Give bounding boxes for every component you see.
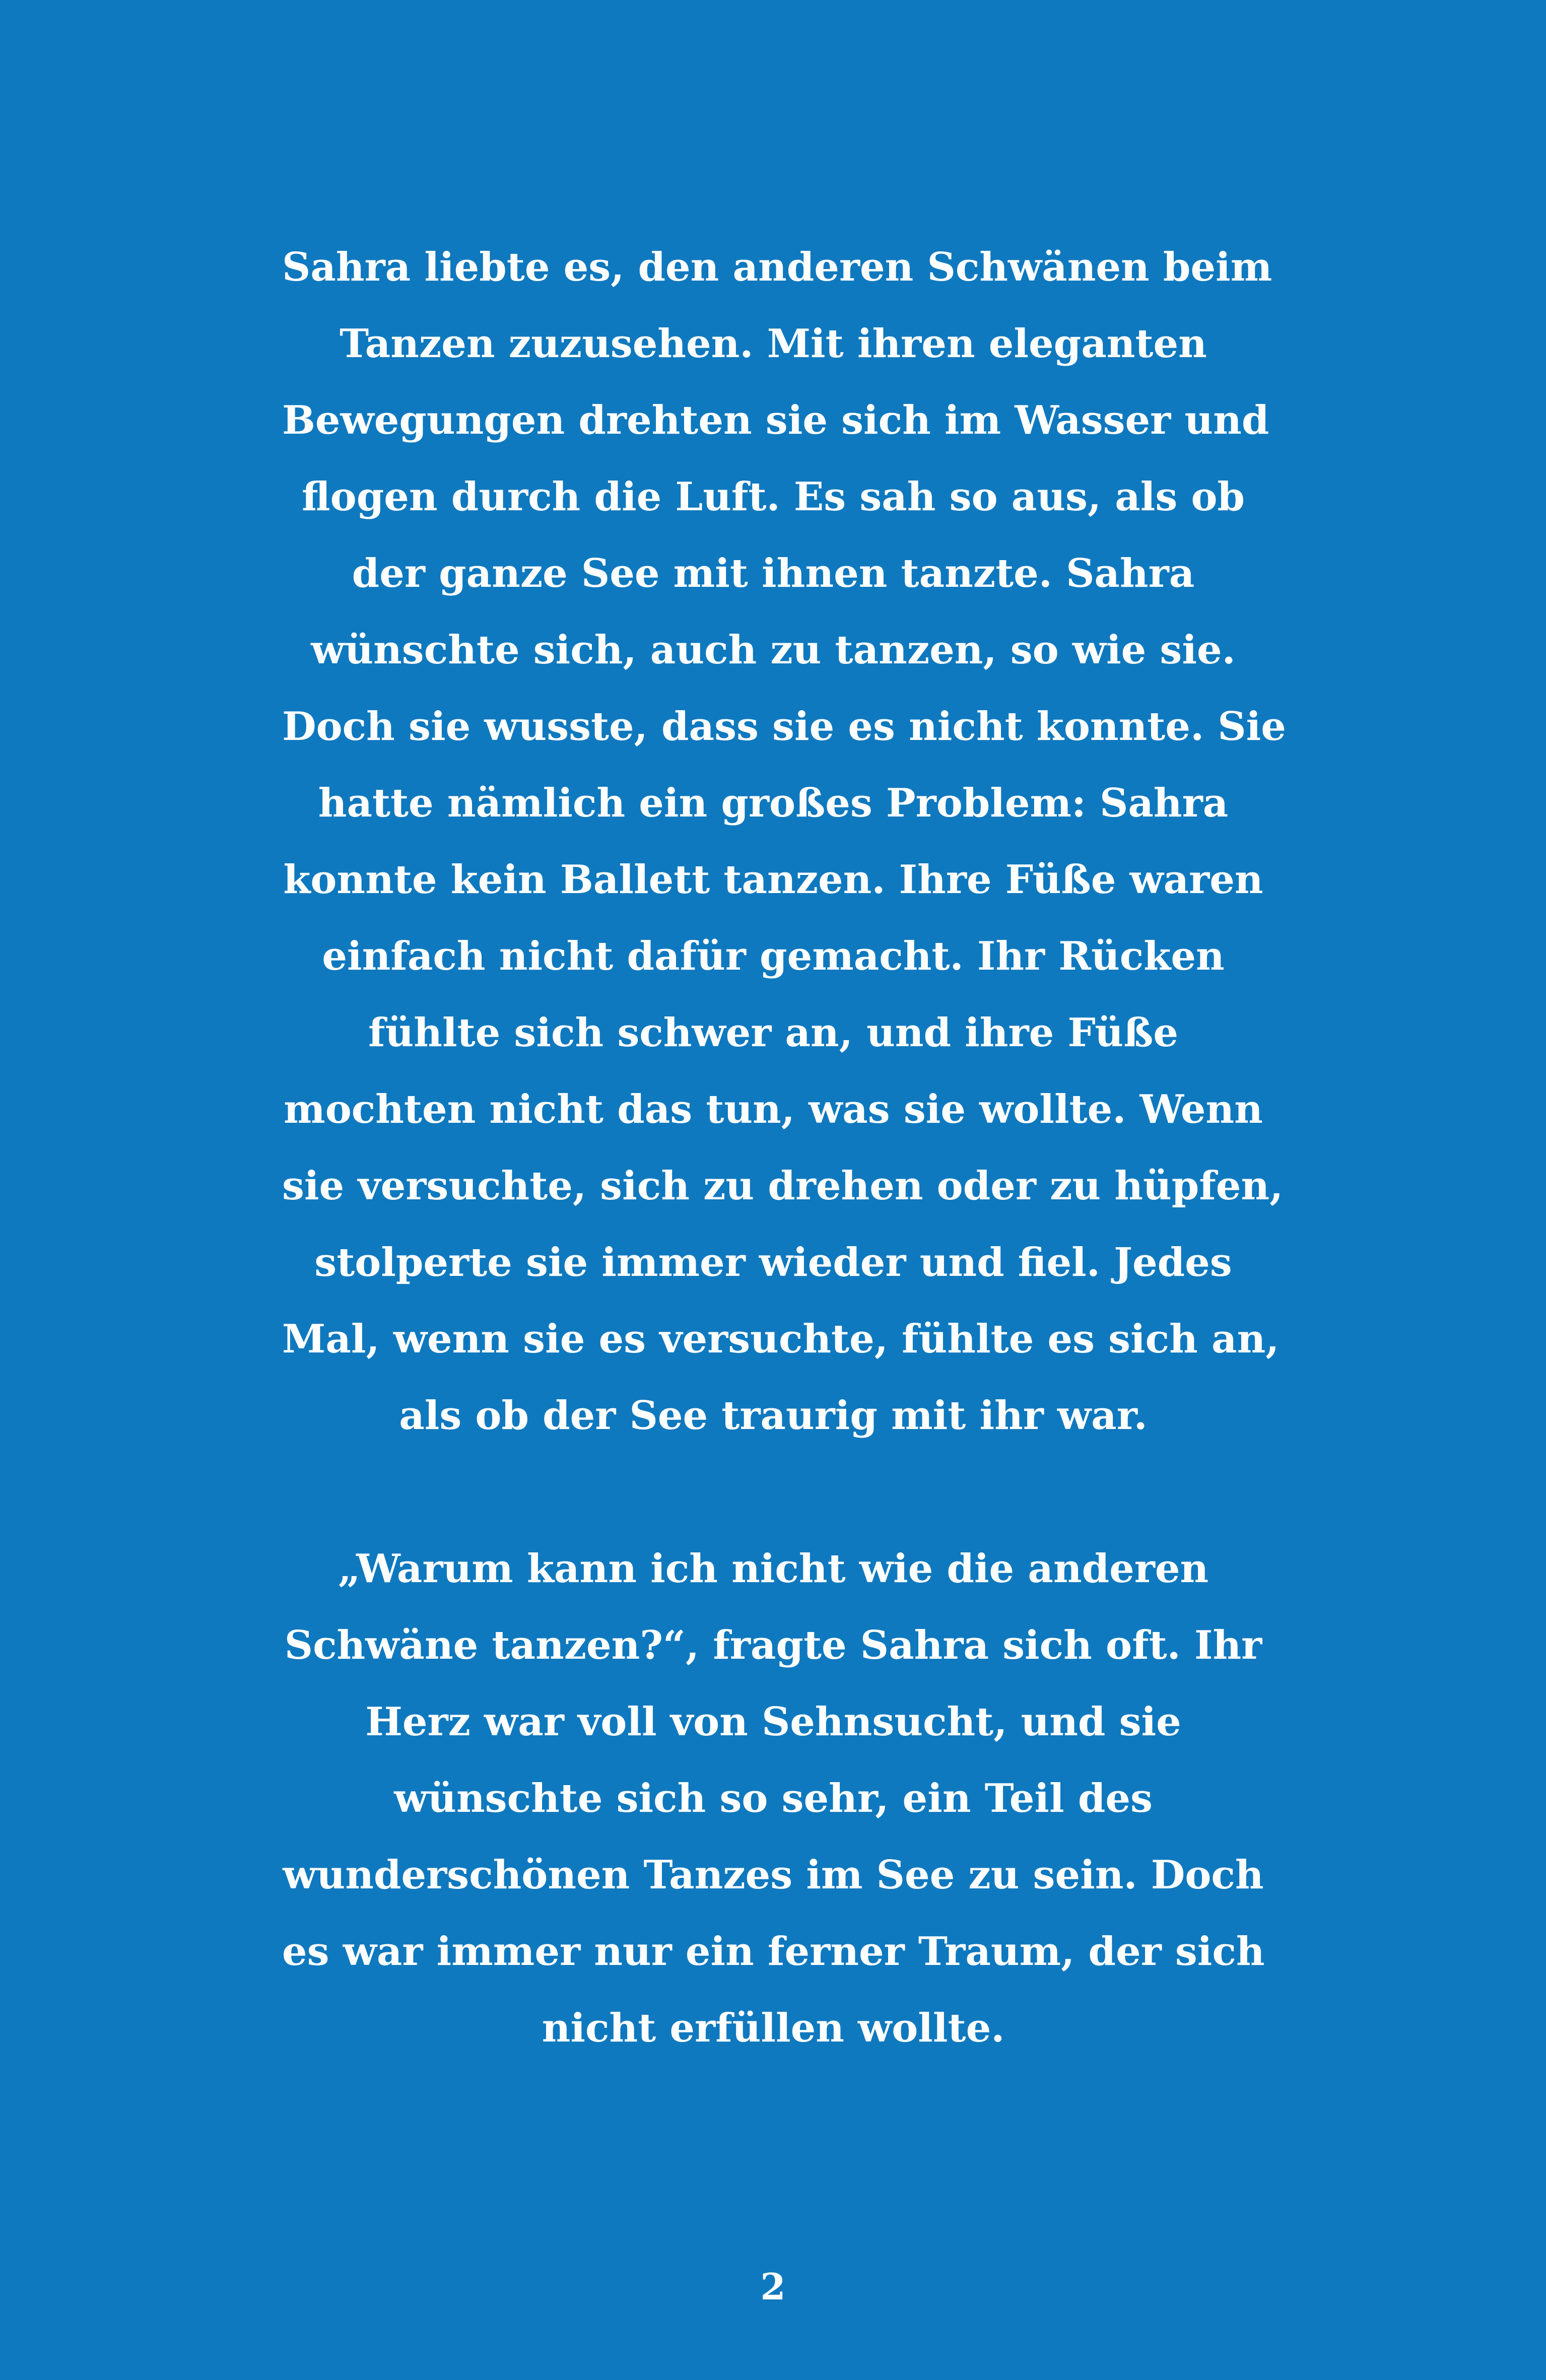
text-line: konnte kein Ballett tanzen. Ihre Füße waren [283,857,1263,903]
paragraph-2 [282,1531,1264,2067]
text-line: wunderschönen Tanzes im See zu sein. Doch [283,1852,1264,1898]
text-line: Doch sie wusste, dass sie es nicht konnte. Sie [282,704,1286,750]
paragraph-1 [282,229,1286,1454]
text-line: der ganze See mit ihnen tanzte. Sahra [352,551,1195,596]
text-line: wünschte sich, auch zu tanzen, so wie sie. [311,627,1236,673]
text-line: mochten nicht das tun, was sie wollte. Wenn [284,1086,1263,1132]
text-line: Herz war voll von Sehnsucht, und sie [365,1699,1181,1745]
text-line: wünschte sich so sehr, ein Teil des [394,1776,1153,1821]
text-line: Sahra liebte es, den anderen Schwänen beim [282,244,1272,290]
text-line: nicht erfüllen wollte. [542,2005,1005,2051]
text-line: Mal, wenn sie es versuchte, fühlte es sich an, [282,1316,1280,1362]
story-text [282,229,1286,2067]
text-line: einfach nicht dafür gemacht. Ihr Rücken [322,933,1225,979]
text-line: Bewegungen drehten sie sich im Wasser und [282,397,1269,443]
text-line: als ob der See traurig mit ihr war. [399,1393,1148,1439]
text-line: stolperte sie immer wieder und fiel. Jedes [314,1240,1232,1285]
text-line: flogen durch die Luft. Es sah so aus, als ob [301,474,1245,520]
text-line: es war immer nur ein ferner Traum, der sich [282,1929,1265,1975]
text-line: sie versuchte, sich zu drehen oder zu hüpfen, [282,1163,1284,1209]
text-line: hatte nämlich ein großes Problem: Sahra [318,780,1229,826]
text-line: Tanzen zuzusehen. Mit ihren eleganten [340,321,1207,367]
text-line: fühlte sich schwer an, und ihre Füße [368,1010,1178,1056]
paragraph-spacer [282,1454,1264,1531]
text-line: Schwäne tanzen?“, fragte Sahra sich oft. Ihr [284,1622,1262,1668]
page-number: 2 [760,2265,786,2308]
text-line: „Warum kann ich nicht wie die anderen [338,1546,1209,1592]
